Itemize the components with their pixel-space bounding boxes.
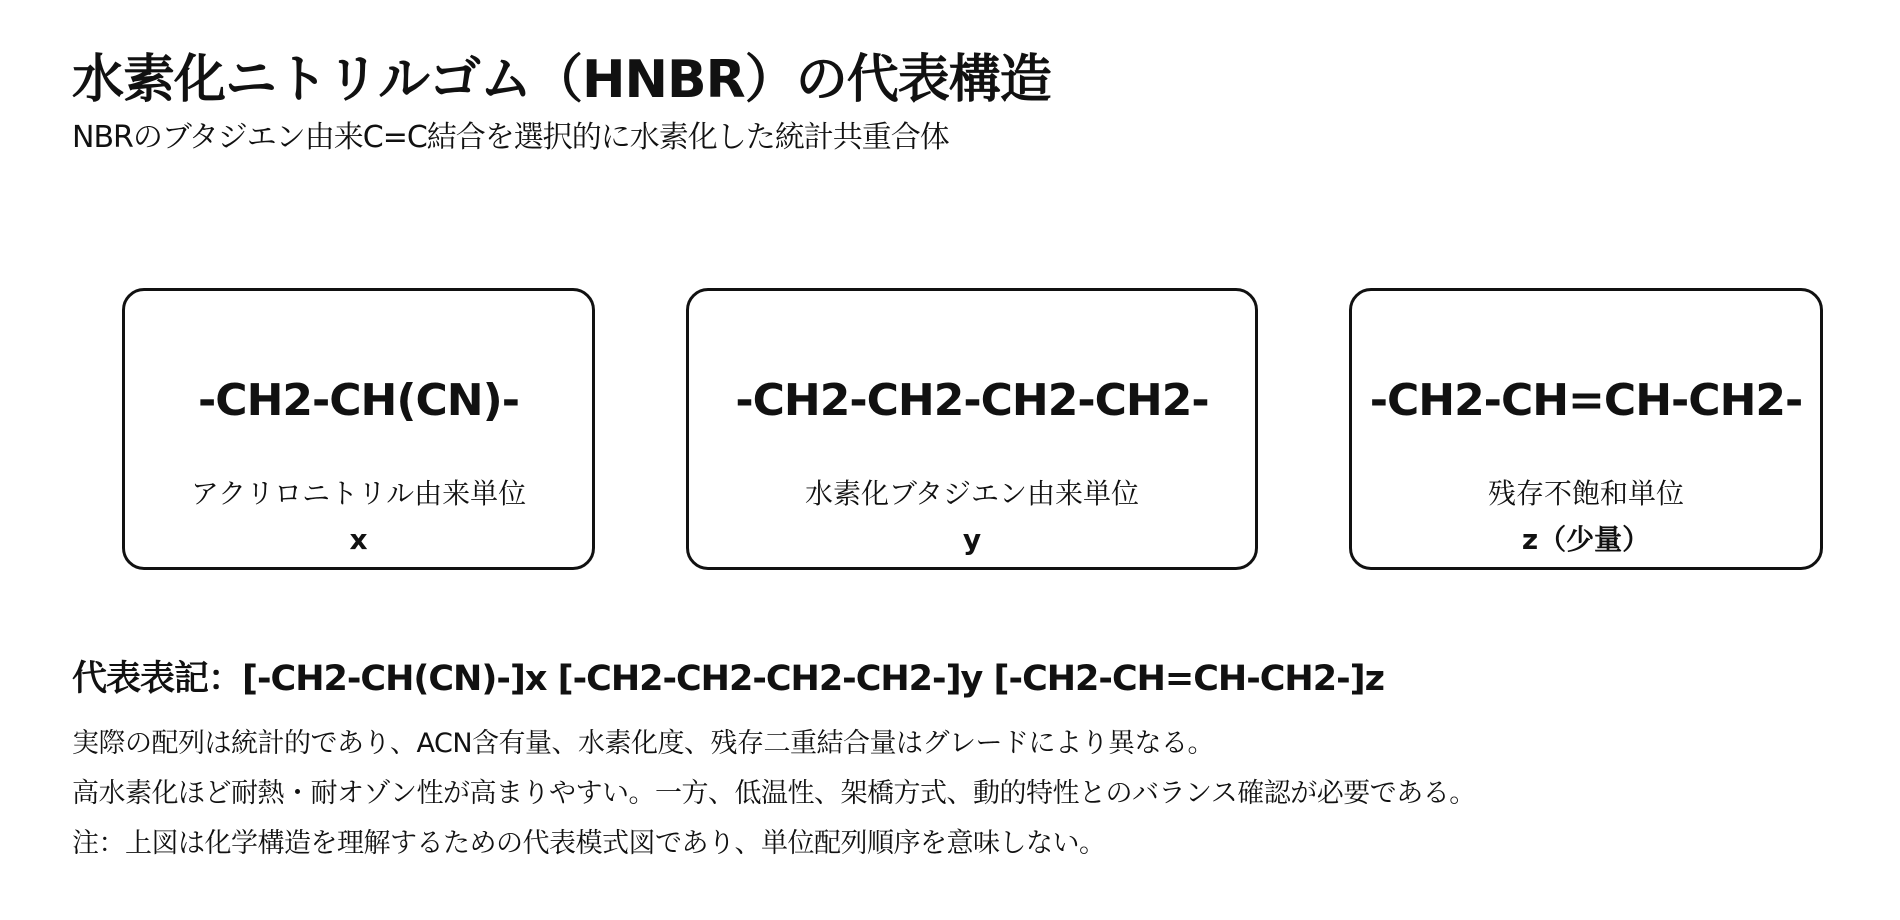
hydrogenated-butadiene-unit-formula: -CH2-CH2-CH2-CH2- — [735, 375, 1209, 426]
acrylonitrile-unit-label: アクリロニトリル由来単位 — [190, 477, 527, 510]
hydrogenated-butadiene-unit-label: 水素化ブタジエン由来単位 — [804, 477, 1140, 510]
page-title: 水素化ニトリルゴム（HNBR）の代表構造 — [72, 50, 1051, 110]
page-subtitle: NBRのブタジエン由来C=C結合を選択的に水素化した統計共重合体 — [72, 120, 949, 155]
residual-unsaturated-unit-formula: -CH2-CH=CH-CH2- — [1369, 375, 1803, 426]
residual-unsaturated-unit-label: 残存不飽和単位 — [1487, 477, 1684, 510]
representative-notation: 代表表記：[-CH2-CH(CN)-]x [-CH2-CH2-CH2-CH2-]y [-CH2-CH=CH-CH2-]z — [72, 659, 1384, 699]
residual-unsaturated-unit-card — [1349, 288, 1823, 570]
acrylonitrile-unit-formula: -CH2-CH(CN)- — [198, 375, 519, 426]
note-hydrogenation-properties: 高水素化ほど耐熱・耐オゾン性が高まりやすい。一方、低温性、架橋方式、動的特性とのバランス確認が必要である。 — [72, 778, 1476, 809]
hydrogenated-butadiene-unit-variable: y — [962, 523, 982, 556]
acrylonitrile-unit-card — [122, 288, 595, 570]
residual-unsaturated-unit-variable: z（少量） — [1521, 523, 1651, 556]
note-diagram-disclaimer: 注：上図は化学構造を理解するための代表模式図であり、単位配列順序を意味しない。 — [72, 828, 1106, 859]
acrylonitrile-unit-variable: x — [349, 523, 368, 556]
hydrogenated-butadiene-unit-card — [686, 288, 1258, 570]
note-sequence-variation: 実際の配列は統計的であり、ACN含有量、水素化度、残存二重結合量はグレードにより異なる。 — [72, 728, 1215, 759]
